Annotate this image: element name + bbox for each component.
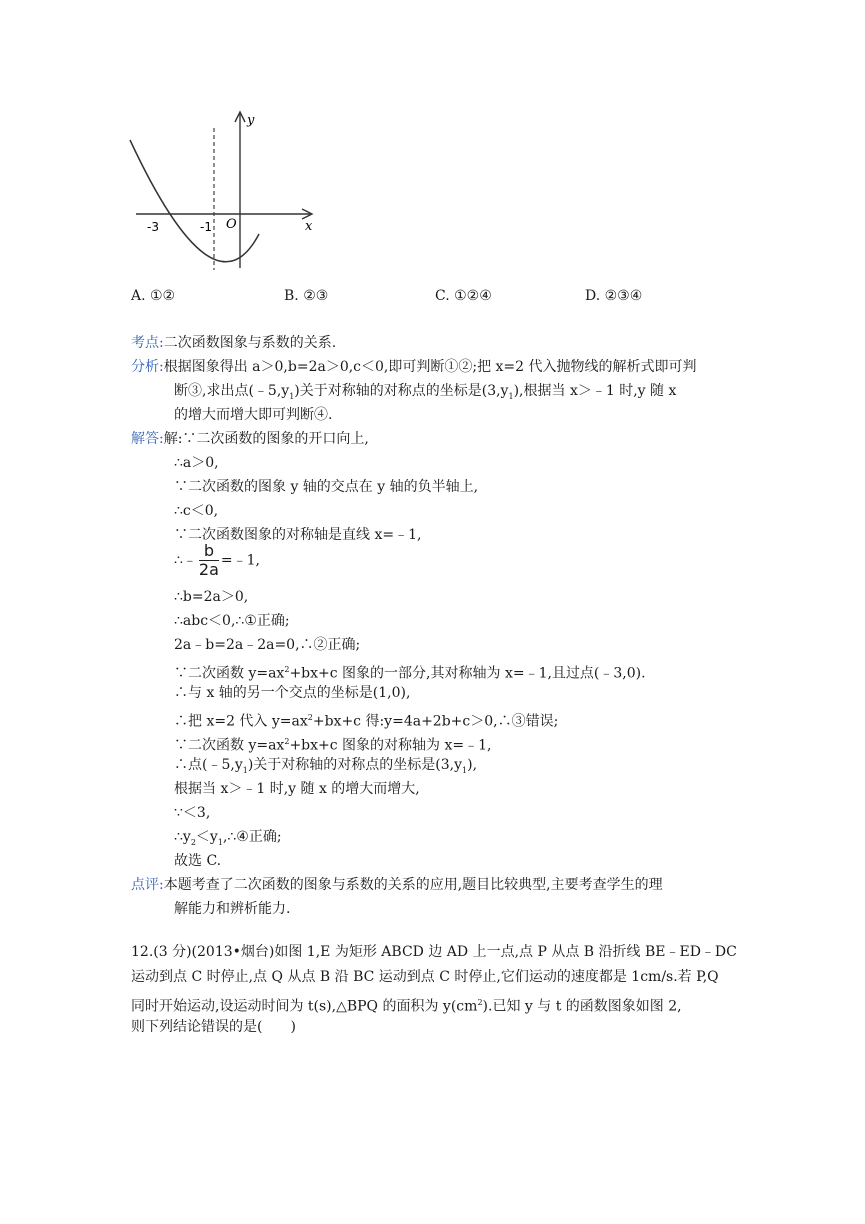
q12-line3 xyxy=(131,991,682,1019)
jieda-row-1 xyxy=(131,428,369,451)
q12-line3a: 同时开始运动,设运动时间为 t(s),△BPQ 的面积为 y(cm xyxy=(131,998,478,1015)
origin-label: O xyxy=(226,217,237,232)
sub: 1 xyxy=(462,765,468,775)
jieda-l5: ∵二次函数图象的对称轴是直线 x=﹣1, xyxy=(174,527,422,543)
fenxi-label: 分析: xyxy=(131,359,164,375)
fenxi-row-3: 的增大而增大即可判断④. xyxy=(174,407,333,423)
jieda-l2: ∴a＞0, xyxy=(174,455,219,471)
x-axis-label: x xyxy=(305,219,313,234)
jieda-l14a: ∴点(﹣5,y xyxy=(174,757,243,773)
jieda-l10a: ∵二次函数 y=ax xyxy=(174,665,285,682)
jieda-l6-post: =﹣1, xyxy=(220,552,260,569)
jieda-l6 xyxy=(174,542,260,579)
jieda-l11: ∴与 x 轴的另一个交点的坐标是(1,0), xyxy=(174,685,411,701)
dianping-label: 点评: xyxy=(131,877,164,893)
jieda-l15: 根据当 x＞﹣1 时,y 随 x 的增大而增大, xyxy=(174,781,420,797)
jieda-l17b: ＜y xyxy=(195,829,218,845)
sub: 1 xyxy=(289,391,295,401)
sub: 1 xyxy=(242,765,248,775)
dianping-row-1 xyxy=(131,874,663,897)
jieda-l12a: ∴把 x=2 代入 y=ax xyxy=(174,713,308,730)
jieda-l14c: ), xyxy=(467,757,478,773)
sub: 2 xyxy=(190,837,196,847)
fenxi-line2a: 断③,求出点(﹣5,y xyxy=(174,383,290,399)
sup: 2 xyxy=(284,737,290,746)
q12-line3b: ).已知 y 与 t 的函数图象如图 2, xyxy=(482,998,682,1015)
jieda-l17c: ,∴④正确; xyxy=(222,829,282,845)
q12-line4: 则下列结论错误的是( ) xyxy=(131,1019,296,1035)
sub: 1 xyxy=(508,391,514,401)
parabola-graph xyxy=(128,110,328,270)
fenxi-line2b: )关于对称轴的对称点的坐标是(3,y xyxy=(294,383,509,399)
choice-a: A. ①② xyxy=(131,288,176,304)
y-axis-label: y xyxy=(247,113,255,128)
dianping-row-2: 解能力和辨析能力. xyxy=(174,901,291,917)
jieda-l13a: ∵二次函数 y=ax xyxy=(174,737,285,754)
jieda-label: 解答: xyxy=(131,431,164,447)
jieda-l6-pre: ∴﹣ xyxy=(174,552,197,569)
jieda-l7: ∴b=2a＞0, xyxy=(174,589,249,605)
sup: 2 xyxy=(284,665,290,674)
tick-neg1-label: -1 xyxy=(200,220,212,234)
fraction-denominator: 2a xyxy=(198,560,219,579)
fraction-b-over-2a xyxy=(199,542,219,579)
q12-line2: 运动到点 C 时停止,点 Q 从点 B 沿 BC 运动到点 C 时停止,它们运动的速度都是 1cm/s.若 P,Q xyxy=(131,969,719,985)
jieda-l14b: )关于对称轴的对称点的坐标是(3,y xyxy=(247,757,463,773)
q12-line1: 12.(3 分)(2013•烟台)如图 1,E 为矩形 ABCD 边 AD 上一点,点 P 从点 B 沿折线 BE﹣ED﹣DC xyxy=(131,944,737,960)
jieda-l8: ∴abc＜0,∴①正确; xyxy=(174,613,290,629)
tick-neg3-label: -3 xyxy=(147,220,159,234)
kaodian-text: 二次函数图象与系数的关系. xyxy=(163,335,337,351)
jieda-l9: 2a﹣b=2a﹣2a=0,∴②正确; xyxy=(174,637,361,653)
jieda-l16: ∵＜3, xyxy=(174,805,211,821)
dianping-line1: 本题考查了二次函数的图象与系数的关系的应用,题目比较典型,主要考查学生的理 xyxy=(163,877,663,893)
fraction-numerator: b xyxy=(199,542,219,561)
fenxi-line2c: ),根据当 x＞﹣1 时,y 随 x xyxy=(513,383,677,399)
jieda-l1: 解:∵二次函数的图象的开口向上, xyxy=(163,431,369,447)
jieda-l18: 故选 C. xyxy=(174,853,222,869)
sub: 1 xyxy=(217,837,223,847)
jieda-l12b: +bx+c 得:y=4a+2b+c＞0,∴③错误; xyxy=(312,713,559,730)
sup: 2 xyxy=(477,998,483,1007)
choice-d: D. ②③④ xyxy=(585,288,643,304)
jieda-l10b: +bx+c 图象的一部分,其对称轴为 x=﹣1,且过点(﹣3,0). xyxy=(289,665,646,682)
jieda-l17a: ∴y xyxy=(174,829,191,845)
kaodian-label: 考点: xyxy=(131,335,164,351)
kaodian-row xyxy=(131,332,336,355)
choice-b: B. ②③ xyxy=(284,288,329,304)
jieda-l4: ∴c＜0, xyxy=(174,503,219,519)
fenxi-row-1 xyxy=(131,356,697,379)
sup: 2 xyxy=(307,713,313,722)
jieda-l3: ∵二次函数的图象 y 轴的交点在 y 轴的负半轴上, xyxy=(174,479,479,495)
fenxi-line1: 根据图象得出 a＞0,b=2a＞0,c＜0,即可判断①②;把 x=2 代入抛物线的解析式即可判 xyxy=(163,359,697,375)
choice-c: C. ①②④ xyxy=(435,288,492,304)
jieda-l13b: +bx+c 图象的对称轴为 x=﹣1, xyxy=(289,737,492,754)
